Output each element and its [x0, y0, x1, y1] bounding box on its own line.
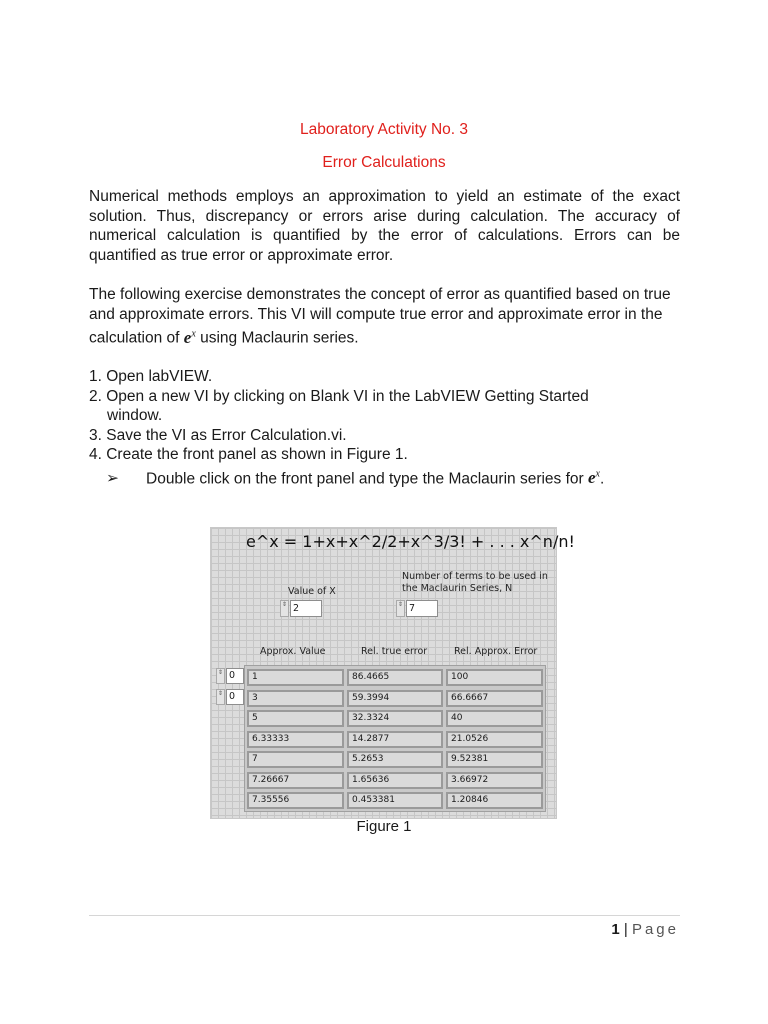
intro-paragraph: Numerical methods employs an approximation to yield an estimate of the exact solution. Thus, discrepancy or errors arise during calculation. The accuracy of numerical calculation is quantified by the error of calculations. Errors can be quantified as true error or approximate error.: [89, 188, 680, 264]
table-cell[interactable]: 5.2653: [347, 751, 443, 768]
x-value-label: Value of X: [288, 586, 336, 597]
x-value-control[interactable]: [280, 600, 325, 617]
table-cell[interactable]: 14.2877: [347, 731, 443, 748]
footer-divider: [89, 915, 680, 916]
table-cell[interactable]: 9.52381: [446, 751, 543, 768]
table-cell[interactable]: 3: [247, 690, 344, 707]
page-label: Page: [631, 921, 679, 938]
column-header-rel-true-error: Rel. true error: [361, 646, 428, 657]
arrow-bullet-icon: ➢: [106, 470, 119, 488]
increment-decrement-icon[interactable]: ⇕: [216, 689, 225, 705]
steps-list: [89, 367, 689, 489]
page-subtitle: Error Calculations: [322, 154, 446, 171]
step-3: 3. Save the VI as Error Calculation.vi.: [89, 426, 347, 444]
row-index-input[interactable]: 0: [226, 668, 244, 684]
table-cell[interactable]: 0.453381: [347, 792, 443, 809]
formula-label: e^x = 1+x+x^2/2+x^3/3! + . . . x^n/n!: [246, 532, 575, 551]
table-cell[interactable]: 59.3994: [347, 690, 443, 707]
n-terms-label-line-2: the Maclaurin Series, N: [402, 583, 513, 594]
bullet-item: [89, 465, 689, 489]
step-1: 1. Open labVIEW.: [89, 368, 213, 385]
bullet-text: Double click on the front panel and type the Maclaurin series for: [146, 470, 588, 488]
bullet-exp-base: e: [588, 468, 596, 488]
table-cell[interactable]: 40: [446, 710, 543, 727]
step-2: 2. Open a new VI by clicking on Blank VI in the LabVIEW Getting Started: [89, 387, 589, 405]
bullet-end: .: [600, 470, 605, 488]
table-cell[interactable]: 32.3324: [347, 710, 443, 727]
table-cell[interactable]: 3.66972: [446, 772, 543, 789]
exp-base: e: [183, 327, 192, 347]
table-cell[interactable]: 100: [446, 669, 543, 686]
exercise-paragraph: [89, 285, 680, 348]
table-cell[interactable]: 7.35556: [247, 792, 344, 809]
figure-caption: Figure 1: [356, 818, 412, 835]
page-title: Laboratory Activity No. 3: [300, 121, 468, 138]
step-2-continued: window.: [107, 407, 163, 424]
row-index-control[interactable]: [216, 668, 246, 684]
n-terms-input[interactable]: 7: [406, 600, 438, 617]
labview-front-panel: [210, 527, 575, 819]
increment-decrement-icon[interactable]: ⇕: [396, 600, 405, 617]
table-cell[interactable]: 21.0526: [446, 731, 543, 748]
increment-decrement-icon[interactable]: ⇕: [280, 600, 289, 617]
page-number: 1: [611, 921, 620, 938]
exercise-text-start: The following exercise demonstrates the concept of error as quantified based on true and approximate errors. This VI will compute true error and approximate error in the calculation of: [89, 286, 671, 347]
column-index-control[interactable]: [216, 689, 246, 705]
results-table: [244, 665, 546, 812]
table-cell[interactable]: 7: [247, 751, 344, 768]
table-cell[interactable]: 1.65636: [347, 772, 443, 789]
column-header-rel-approx-error: Rel. Approx. Error: [454, 646, 538, 657]
exp-power: x: [191, 328, 196, 339]
table-cell[interactable]: 5: [247, 710, 344, 727]
n-terms-control[interactable]: [396, 600, 441, 617]
table-cell[interactable]: 6.33333: [247, 731, 344, 748]
x-value-input[interactable]: 2: [290, 600, 322, 617]
table-cell[interactable]: 1: [247, 669, 344, 686]
bullet-exp-power: x: [595, 468, 600, 480]
column-header-approx-value: Approx. Value: [260, 646, 326, 657]
increment-decrement-icon[interactable]: ⇕: [216, 668, 225, 684]
n-terms-label: [402, 571, 548, 595]
table-cell[interactable]: 86.4665: [347, 669, 443, 686]
exercise-text-end: using Maclaurin series.: [195, 329, 359, 347]
exp-symbol: [184, 328, 196, 347]
bullet-exp-symbol: [588, 468, 600, 487]
table-cell[interactable]: 7.26667: [247, 772, 344, 789]
step-4: 4. Create the front panel as shown in Figure 1.: [89, 446, 408, 463]
page-separator: |: [623, 921, 628, 938]
page-footer: [611, 921, 679, 938]
n-terms-label-line-1: Number of terms to be used in: [402, 571, 548, 582]
column-index-input[interactable]: 0: [226, 689, 244, 705]
table-cell[interactable]: 66.6667: [446, 690, 543, 707]
table-cell[interactable]: 1.20846: [446, 792, 543, 809]
